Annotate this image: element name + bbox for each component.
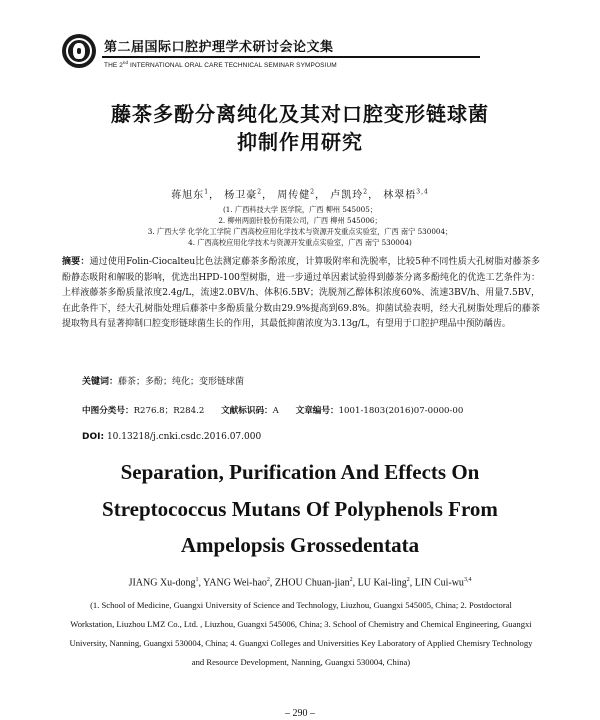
author-cn: 周传健: [277, 190, 311, 201]
author-en: YANG Wei-hao: [203, 577, 267, 589]
affiliation-cn: (1. 广西科技大学 医学院，广西 柳州 545005；: [222, 205, 378, 214]
affiliation-cn: 3. 广西大学 化学化工学院 广西高校应用化学技术与资源开发重点实验室，广西 南宁 530004；: [147, 227, 453, 236]
affiliation-cn: 4. 广西高校应用化学技术与资源开发重点实验室，广西 南宁 530004): [188, 238, 412, 247]
paper-title-cn-line1: 藤茶多酚分离纯化及其对口腔变形链球菌: [111, 102, 489, 126]
author-list-en: JIANG Xu-dong$^1$, YANG Wei-hao$^2$, ZHOU Chuan-jian$^2$, LU Kai-ling$^2$, LIN Cui-wu$^{3,4}$: [128, 577, 472, 589]
author-en: LIN Cui-wu: [414, 577, 464, 589]
author-en: JIANG Xu-dong: [128, 577, 196, 589]
author-cn: 蒋旭东: [171, 190, 205, 201]
article-number-label: 文章编号：: [295, 406, 339, 416]
page-number: – 290 –: [285, 708, 315, 719]
keywords-text: 藤茶；多酚；纯化；变形链球菌: [118, 377, 245, 387]
doi-line: [82, 432, 261, 442]
proceedings-title-cn: 第二届国际口腔护理学术研讨会论文集: [104, 40, 334, 55]
abstract-cn: [62, 255, 540, 333]
paper-title-en-line2: Streptococcus Mutans Of Polyphenols From: [102, 497, 498, 521]
header-rule: [102, 56, 480, 58]
proceedings-title-en: THE 2nd INTERNATIONAL ORAL CARE TECHNICAL SEMINAR SYMPOSIUM: [104, 60, 337, 70]
author-list-cn: 蒋旭东$^1$， 杨卫豪$^2$， 周传健$^2$， 卢凯玲$^2$， 林翠梧$^{3,4}$: [171, 188, 429, 201]
author-en: LU Kai-ling: [357, 577, 407, 589]
abstract-text: 通过使用Folin-Ciocalteu比色法测定藤茶多酚浓度，计算吸附率和洗脱率，比较5种不同性质大孔树脂对藤茶多酚静态吸附和解吸的影响，优选出HPD-100型树脂，进一步通过单因素试验得到藤茶分离多酚纯化的优选工艺条件为：上样液藤茶多酚质量浓度2.4g/L，流速2.0BV/h、体积6.5BV；洗脱剂乙醇体积浓度60%、流速3BV/h、用量7.5BV，在此条件下，经大孔树脂处理后藤茶中多酚质量分数由29.9%提高到69.8%。抑菌试验表明，经大孔树脂处理后的藤茶提取物具有显著抑制口腔变形链球菌生长的作用，其最低抑菌浓度为3.13g/L，有望用于口腔护理品中预防龋齿。: [62, 257, 540, 329]
paper-title-cn-line2: 抑制作用研究: [237, 130, 363, 154]
doc-code-label: 文献标识码：: [221, 406, 273, 416]
author-cn: 杨卫豪: [224, 190, 258, 201]
clc-label: 中图分类号：: [82, 406, 134, 416]
author-cn: 林翠梧: [383, 190, 417, 201]
author-cn: 卢凯玲: [330, 190, 364, 201]
article-number-value: 1001-1803(2016)07-0000-00: [338, 406, 464, 416]
society-emblem-icon: [62, 34, 96, 68]
paper-title-en-line3: Ampelopsis Grossedentata: [180, 533, 420, 557]
clc-value: R276.8；R284.2: [133, 406, 205, 416]
paper-title-en-line1: Separation, Purification And Effects On: [120, 460, 480, 484]
keywords-label: 关键词：: [82, 377, 119, 387]
doc-code-value: A: [272, 406, 279, 416]
doi-label: DOI:: [82, 432, 105, 442]
keywords-cn: [82, 374, 244, 387]
affiliation-cn: 2. 柳州两面针股份有限公司，广西 柳州 545006；: [218, 216, 382, 225]
abstract-label: 摘要：: [62, 257, 90, 267]
author-en: ZHOU Chuan-jian: [274, 577, 350, 589]
doi-value: 10.13218/j.cnki.csdc.2016.07.000: [106, 432, 262, 442]
affiliations-en: (1. School of Medicine, Guangxi University of Science and Technology, Liuzhou, Guangxi 545005, China; 2. Postdoctoral Workstation, Liuzhou LMZ Co., Ltd. , Liuzhou, Guangxi 545006, China; 3. School of Chemistry and Chemical Engineering, Guangxi University, Nanning, Guangxi 530004, China; 4. Guangxi Colleges and Universities Key Laboratory of Applied Chemisry Technology and Resource Development, Nanning, Guangxi 530004, China): [69, 600, 533, 667]
classification-line: [82, 404, 463, 416]
